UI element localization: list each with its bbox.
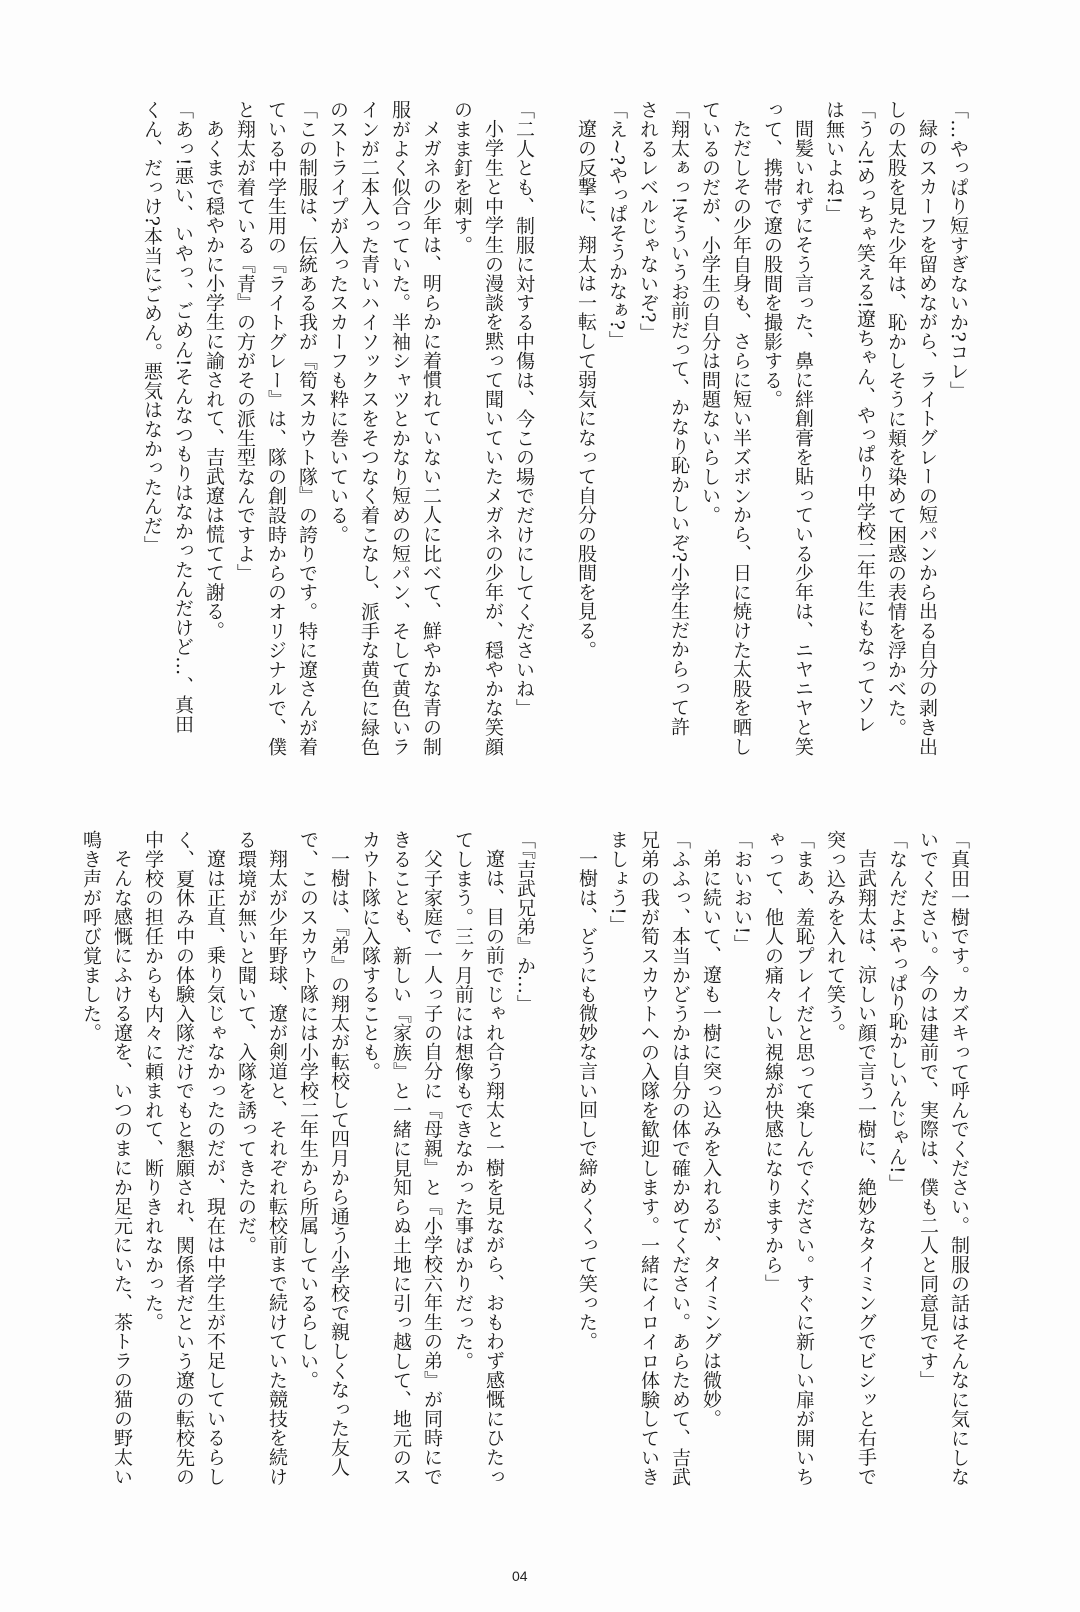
text-line: 緑のスカーフを留めながら、ライトグレーの短パンから出る自分の剥き出 [916, 119, 938, 756]
text-line: 一樹は、どうにも微妙な言い回しで締めくくって笑った。 [576, 849, 598, 1351]
text-line: 遼の反撃に、翔太は一転して弱気になって自分の股間を見る。 [575, 119, 597, 660]
text-block-bottom [75, 830, 974, 1510]
text-line: ている中学生用の『ライトグレー』は、隊の創設時からのオリジナルで、僕 [265, 100, 287, 757]
text-line: 「二人とも、制服に対する中傷は、今この場でだけにしてくださいね」 [513, 100, 535, 718]
text-line: きることも、新しい『家族』と一緒に見知らぬ土地に引っ越して、地元のス [390, 830, 412, 1487]
text-line: 遼は正直、乗り気じゃなかったのだが、現在は中学生が不足しているらし [204, 849, 226, 1486]
text-line: 「なんだよ!やっぱり恥かしいんじゃん!」 [886, 830, 908, 1194]
text-line: いでください。今のは建前で、実際は、僕も二人と同意見です」 [917, 830, 939, 1390]
text-line: ゃって、他人の痛々しい視線が快感になりますから」 [762, 830, 784, 1294]
text-line: 兄弟の我が筍スカウトへの入隊を歓迎します。一緒にイロイロ体験していき [638, 830, 660, 1487]
text-line: 「『吉武兄弟』か…」 [514, 830, 536, 1014]
text-line: インが二本入った青いハイソックスをそつなく着こなし、派手な黄色に緑色 [358, 100, 380, 757]
text-line: しの太股を見た少年は、恥かしそうに頬を染めて困惑の表情を浮かべた。 [885, 100, 907, 737]
page-number: 04 [512, 1568, 528, 1584]
text-line: は無いよね!」 [823, 100, 845, 224]
text-line: 一樹は、『弟』の翔太が転校して四月から通う小学校で親しくなった友人 [328, 849, 350, 1477]
text-line: 小学生と中学生の漫談を黙って聞いていたメガネの少年が、穏やかな笑顔 [482, 119, 504, 756]
text-line: あくまで穏やかに小学生に諭されて、吉武遼は慌てて謝る。 [203, 119, 225, 641]
text-line: ているのだが、小学生の自分は問題ないらしい。 [699, 100, 721, 525]
text-line: 「え~?やっぱそうかなぁ?」 [606, 100, 628, 350]
text-line: くん、だっけ?本当にごめん。悪気はなかったんだ」 [141, 100, 163, 555]
text-line: 「…やっぱり短すぎないか?コレ」 [947, 100, 969, 400]
text-line: く、夏休み中の体験入隊だけでもと懇願され、関係者だという遼の転校先の [173, 830, 195, 1487]
text-line: 服がよく似合っていた。半袖シャツとかなり短めの短パン、そして黄色いラ [389, 100, 411, 757]
text-line: メガネの少年は、明らかに着慣れていない二人に比べて、鮮やかな青の制 [420, 119, 442, 756]
text-line: カウト隊に入隊することも。 [359, 830, 381, 1081]
text-line: 「まあ、羞恥プレイだと思って楽しんでください。すぐに新しい扉が開いち [793, 830, 815, 1487]
text-line: 吉武翔太は、涼しい顔で言う一樹に、絶妙なタイミングでビシッと右手で [855, 849, 877, 1486]
text-line: で、このスカウト隊には小学校二年生から所属しているらしい。 [297, 830, 319, 1390]
text-line: 父子家庭で一人っ子の自分に『母親』と『小学校六年生の弟』が同時にで [421, 849, 443, 1486]
text-line: されるレベルじゃないぞ?」 [637, 100, 659, 343]
text-line: 「うん!めっちゃ笑える!遼ちゃん、やっぱり中学校二年生にもなってソレ [854, 100, 876, 734]
text-line: 翔太が少年野球、遼が剣道と、それぞれ転校前まで続けていた競技を続け [266, 849, 288, 1486]
text-line: 「真田一樹です。カズキって呼んでください。制服の話はそんなに気にしな [948, 830, 970, 1487]
text-line: 間髪いれずにそう言った、鼻に絆創膏を貼っている少年は、ニヤニヤと笑 [792, 119, 814, 756]
text-line: 中学校の担任からも内々に頼まれて、断りきれなかった。 [142, 830, 164, 1332]
text-line: のストライプが入ったスカーフも粋に巻いている。 [327, 100, 349, 544]
text-line: と翔太が着ている『青』の方がその派生型なんですよ」 [234, 100, 256, 583]
text-line: そんな感慨にふける遼を、いつのまにか足元にいた、茶トラの猫の野太い [111, 849, 133, 1486]
text-line: ましょう!」 [607, 830, 629, 935]
text-line: 「ふふっ、本当かどうかは自分の体で確かめてください。あらためて、吉武 [669, 830, 691, 1487]
text-line: 弟に続いて、遼も一樹に突っ込みを入れるが、タイミングは微妙。 [700, 849, 722, 1428]
text-line: 「おいおい!」 [731, 830, 753, 954]
text-line: 鳴き声が呼び覚ました。 [80, 830, 102, 1043]
text-line: てしまう。三ヶ月前には想像もできなかった事ばかりだった。 [452, 830, 474, 1371]
text-line: 突っ込みを入れて笑う。 [824, 830, 846, 1043]
text-line: る環境が無いと聞いて、入隊を誘ってきたのだ。 [235, 830, 257, 1255]
text-line: って、携帯で遼の股間を撮影する。 [761, 100, 783, 409]
text-line: 「翔太ぁっ!そういうお前だって、かなり恥かしいぞ?小学生だからって許 [668, 100, 690, 737]
text-block-top [136, 100, 973, 780]
text-line: ただしその少年自身も、さらに短い半ズボンから、日に焼けた太股を晒し [730, 119, 752, 756]
text-line: のまま釘を刺す。 [451, 100, 473, 255]
text-line: 遼は、目の前でじゃれ合う翔太と一樹を見ながら、おもわず感慨にひたっ [483, 849, 505, 1486]
text-line: 「あっ!悪い、いやっ、ごめん!そんなつもりはなかったんだけど…、真田 [172, 100, 194, 734]
text-line: 「この制服は、伝統ある我が『筍スカウト隊』の誇りです。特に遼さんが着 [296, 100, 318, 757]
